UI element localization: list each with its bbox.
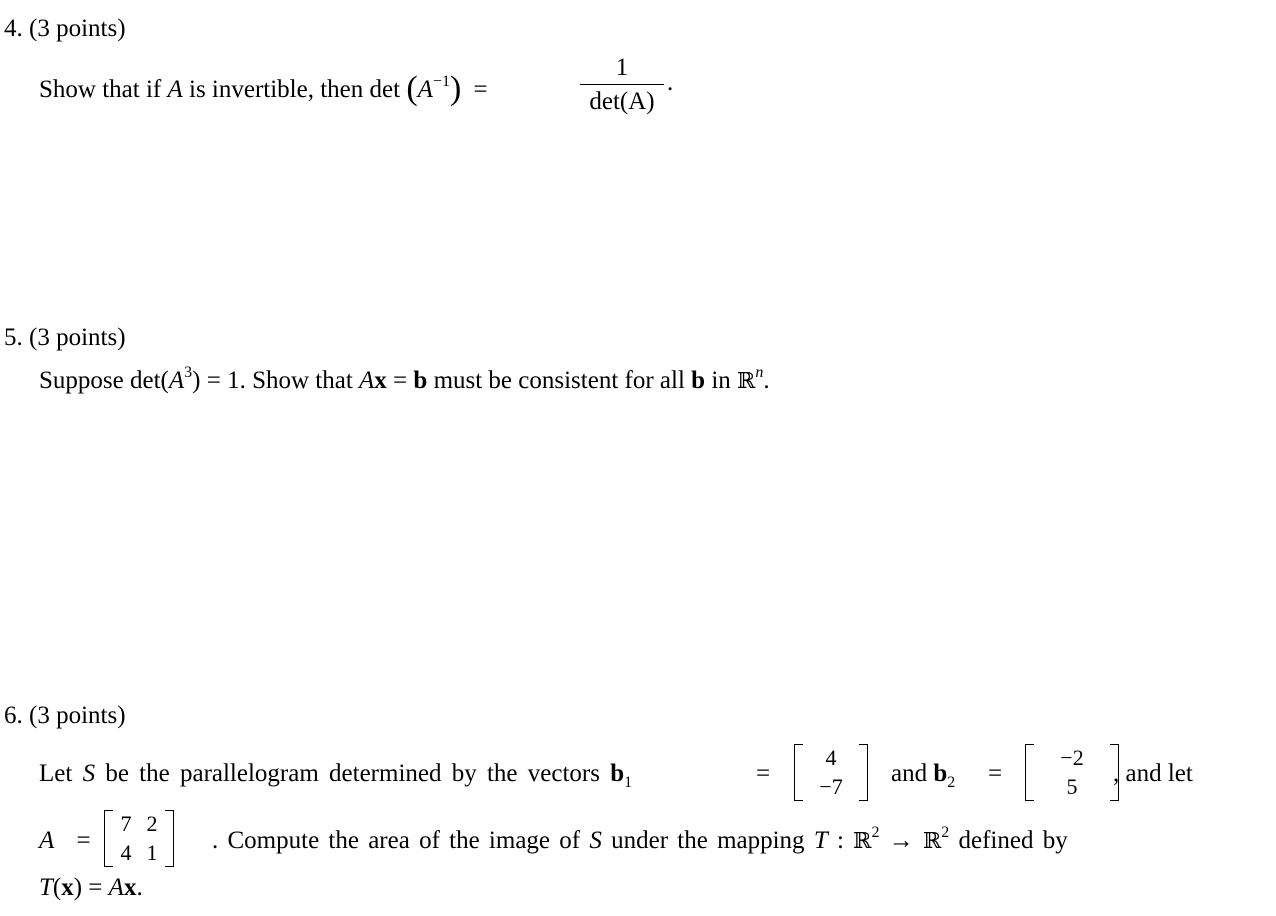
fraction-numerator: 1 [615, 54, 629, 81]
problem-points: (3 points) [29, 702, 126, 729]
equals-1: = [756, 760, 771, 787]
problem-5-statement: Suppose $\det(A^3) = 1$. Show that Ax = b must be consistent for all b in ℝ$^n$. [39, 364, 770, 394]
right-paren: ) [449, 70, 462, 107]
problem-6-line-1: Let S be the parallelogram determined by the vectors $b_1$ [39, 760, 633, 791]
and-text: and $b_2$ [891, 760, 956, 791]
problem-points: (3 points) [29, 324, 126, 351]
problem-4-statement: Show that if A is invertible, then $\det (A^{-1})$ = [39, 70, 488, 107]
problem-6-line-3: T(x) = Ax. [39, 874, 143, 901]
problem-number: 4. [4, 15, 23, 42]
left-bracket [1025, 744, 1034, 801]
left-bracket [104, 810, 113, 867]
left-paren: ( [406, 70, 418, 107]
problem-points: (3 points) [29, 15, 126, 42]
matrix-A: 7 4 2 1 [104, 810, 174, 867]
equals-2: = [988, 760, 1003, 787]
right-bracket [165, 810, 174, 867]
problem-number: 6. [4, 702, 23, 729]
problem-6-header [4, 703, 126, 728]
problem-4-header [4, 16, 126, 41]
and-let-text: , and let [1113, 760, 1193, 787]
problem-5-header [4, 325, 126, 350]
left-bracket [794, 744, 803, 801]
problem-number: 5. [4, 324, 23, 351]
problem-6-line-2: . Compute the area of the image of S under the mapping T : ℝ$^2$ → ℝ$^2$ defined by [212, 824, 1068, 854]
vector-b2: −2 5 [1025, 744, 1119, 801]
period: . [667, 69, 674, 96]
right-bracket [859, 744, 868, 801]
fraction-denominator: det(A) [589, 88, 655, 115]
matrix-A-label: A = [39, 827, 91, 854]
vector-b1: 4 −7 [794, 744, 868, 801]
fraction [580, 55, 664, 114]
